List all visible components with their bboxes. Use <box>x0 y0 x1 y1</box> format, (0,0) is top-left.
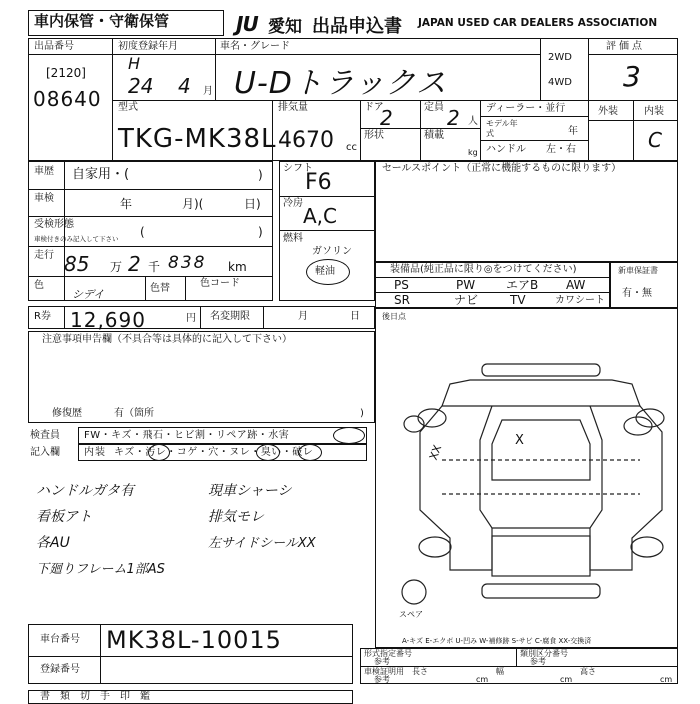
equipment-item: カワシート <box>555 295 605 306</box>
displacement-unit: cc <box>346 142 357 153</box>
diagram-cab <box>480 406 602 528</box>
repair-label: 修復歴 <box>52 408 82 419</box>
interior-value: C <box>648 128 662 152</box>
diagram-rear-bar <box>482 584 600 598</box>
ju-logo: JU <box>236 12 258 36</box>
mileage-label: 走行 <box>34 250 54 261</box>
color-label: 色 <box>34 280 44 291</box>
handwritten-note: 左サイドシールXX <box>208 536 316 551</box>
doors-label: ドア <box>364 102 384 113</box>
handle-label: ハンドル <box>486 144 526 155</box>
width-unit: cm <box>560 675 573 684</box>
length-unit: cm <box>476 675 489 684</box>
model-label: 型式 <box>118 102 138 113</box>
selling-points-box <box>375 161 678 262</box>
capacity-value: 2 <box>447 106 460 130</box>
name-change-label: 名変期限 <box>210 311 250 322</box>
recycle-unit: 円 <box>186 313 196 324</box>
kg-unit: kg <box>468 148 478 157</box>
width-label: 幅 <box>496 667 504 676</box>
registration-month-unit: 月 <box>203 86 213 97</box>
color-change-label: 色替 <box>150 283 170 294</box>
equipment-item: SR <box>394 293 410 307</box>
mileage-value-rest: 838 <box>168 253 207 273</box>
diagram-mirror <box>624 417 652 435</box>
lot-number-label: 出品番号 <box>34 41 74 52</box>
handwritten-note: ハンドルガタ有 <box>36 483 134 499</box>
history-value: 自家用・( <box>72 167 130 182</box>
inspection-year-unit: 年 <box>120 197 133 211</box>
dealer-label: ディーラー・並行 <box>486 103 566 114</box>
equipment-item: PS <box>394 278 409 292</box>
name-change-day: 日 <box>350 311 360 322</box>
model-year-unit: 年 <box>568 126 578 137</box>
rating-label: 評価点 <box>606 41 645 52</box>
inspector-label: 検査員 <box>30 430 60 441</box>
color-code-label: 色コード <box>200 278 240 289</box>
mark-circle <box>298 444 322 461</box>
aircon-label: 冷房 <box>283 198 303 209</box>
entry-label: 記入欄 <box>30 447 60 458</box>
height-unit: cm <box>660 675 673 684</box>
height-label: 高さ <box>580 667 596 676</box>
load-label: 積載 <box>424 130 444 141</box>
rating-value: 3 <box>623 60 641 93</box>
diagram-roof-bar <box>482 364 600 376</box>
mark-circle <box>148 444 170 461</box>
mileage-man-unit: 万 <box>110 260 123 274</box>
class-label: 類別区分番号 <box>520 649 568 658</box>
displacement-value: 4670 <box>278 128 334 153</box>
history-close: ) <box>258 168 263 182</box>
cert-ref: 参考 <box>374 675 390 684</box>
warranty-options: 有・無 <box>622 288 652 299</box>
equipment-item: AW <box>566 278 586 292</box>
mark-circle <box>256 444 280 461</box>
designation-ref: 参考 <box>374 657 390 666</box>
shape-label: 形状 <box>364 130 384 141</box>
bottom-row: 書 類 切 手 印 鑑 <box>40 691 150 702</box>
diagram-spare-tire <box>402 580 426 604</box>
reception-open: ( <box>140 225 145 239</box>
fuel-selected: 軽油 <box>315 266 335 277</box>
repair-value: 有（箇所 <box>114 408 154 419</box>
class-ref: 参考 <box>530 657 546 666</box>
equipment-item: エアB <box>506 278 539 292</box>
registration-year: 24 <box>128 74 154 98</box>
warranty-label: 新車保証書 <box>618 266 658 275</box>
model-year-label: モデル年式 <box>486 119 518 138</box>
mark-circle <box>333 427 365 444</box>
exterior-label: 外装 <box>598 106 618 117</box>
shift-value: F6 <box>305 170 332 195</box>
inspection-month-unit: 月)( <box>182 197 204 211</box>
reception-label: 受検形態 <box>34 219 74 230</box>
designation-label: 形式指定番号 <box>364 649 412 658</box>
recycle-value: 12,690 <box>70 308 146 332</box>
doors-value: 2 <box>380 106 393 130</box>
vehicle-damage-diagram <box>380 340 675 640</box>
diagram-cab-inner <box>492 420 590 480</box>
equipment-label: 装備品(純正品に限り◎をつけてください) <box>390 264 577 275</box>
diagram-mark-xx: XX <box>426 443 445 462</box>
recycle-label: R券 <box>34 311 51 322</box>
org-name: 愛知 <box>268 17 302 37</box>
length-label: 長さ <box>412 667 428 676</box>
registration-era: H <box>128 54 141 73</box>
shift-label: シフト <box>283 163 313 174</box>
drive-2wd: 2WD <box>548 52 572 63</box>
selling-points-label: セールスポイント（正常に機能するものに限ります） <box>382 163 622 174</box>
inspection-day-unit: 日) <box>244 197 261 211</box>
handle-options: 左・右 <box>546 144 576 155</box>
equipment-item: PW <box>456 278 476 292</box>
car-name-label: 車名・グレード <box>220 41 290 52</box>
chassis-label: 車台番号 <box>40 634 80 645</box>
name-change-month: 月 <box>298 311 308 322</box>
diagram-mark-x: X <box>515 433 524 448</box>
drive-4wd: 4WD <box>548 77 572 88</box>
mileage-value-2: 2 <box>128 252 141 276</box>
handwritten-note: 各AU <box>36 535 70 551</box>
interior-row-label: 内装 <box>84 447 106 458</box>
diagram-wheel <box>419 537 451 557</box>
displacement-label: 排気量 <box>278 102 308 113</box>
chassis-value: MK38L-10015 <box>106 626 282 654</box>
interior-label: 内装 <box>644 106 664 117</box>
diagram-front-body <box>442 380 640 406</box>
mileage-value-man: 85 <box>64 252 90 276</box>
model-value: TKG-MK38L <box>118 124 277 154</box>
cert-label: 車検証明用 <box>364 667 404 676</box>
inspector-row1: FW・キズ・飛石・ヒビ割・リペア跡・水害 <box>84 430 290 441</box>
lot-number-value: 08640 <box>33 87 102 111</box>
equipment-item: TV <box>510 293 526 307</box>
inspector-row2: キズ・汚レ・コゲ・穴・ヌレ・臭い・破レ <box>114 447 314 458</box>
history-label: 車歴 <box>34 166 54 177</box>
seats-label: 後日点 <box>382 312 406 321</box>
aircon-value: A,C <box>303 204 338 228</box>
lot-bracket-number: [2120] <box>46 66 86 80</box>
diagram-rear-deck <box>492 536 590 576</box>
equipment-item: ナビ <box>454 293 479 307</box>
handwritten-note: 現車シャーシ <box>208 483 292 499</box>
fuel-label: 燃料 <box>283 233 303 244</box>
diagram-wheel <box>631 537 663 557</box>
form-title: 出品申込書 <box>312 16 402 37</box>
reception-note: 車検付きのみ記入して下さい <box>34 235 119 243</box>
diagram-left-panel <box>420 406 492 570</box>
notes-label: 注意事項申告欄（不具合等は具体的に記入して下さい） <box>42 334 292 345</box>
registration-label: 初度登録年月 <box>118 41 178 52</box>
color-value: シデイ <box>72 288 105 301</box>
fuel-value: ガソリン <box>312 246 352 257</box>
car-name-value: U-Dトラックス <box>234 66 447 101</box>
reception-close: ) <box>258 225 263 239</box>
inspection-label: 車検 <box>34 193 54 204</box>
mileage-km-unit: km <box>228 260 247 274</box>
mileage-sen-unit: 千 <box>148 260 161 274</box>
diagram-legend: A-キズ E-エクボ U-凹み W-補修跡 S-サビ C-腐食 XX-交換済 <box>402 637 592 645</box>
registration-month: 4 <box>178 74 191 98</box>
org-english: JAPAN USED CAR DEALERS ASSOCIATION <box>418 17 658 29</box>
handwritten-note: 看板アト <box>36 509 92 525</box>
repair-close: ) <box>360 408 364 419</box>
spare-label: スペア <box>399 610 423 619</box>
storage-label: 車内保管・守衛保管 <box>34 12 170 30</box>
capacity-unit: 人 <box>468 116 478 127</box>
register-label: 登録番号 <box>40 664 80 675</box>
capacity-label: 定員 <box>424 102 444 113</box>
handwritten-note: 下廻りフレーム1部AS <box>36 562 165 577</box>
handwritten-note: 排気モレ <box>208 509 264 525</box>
